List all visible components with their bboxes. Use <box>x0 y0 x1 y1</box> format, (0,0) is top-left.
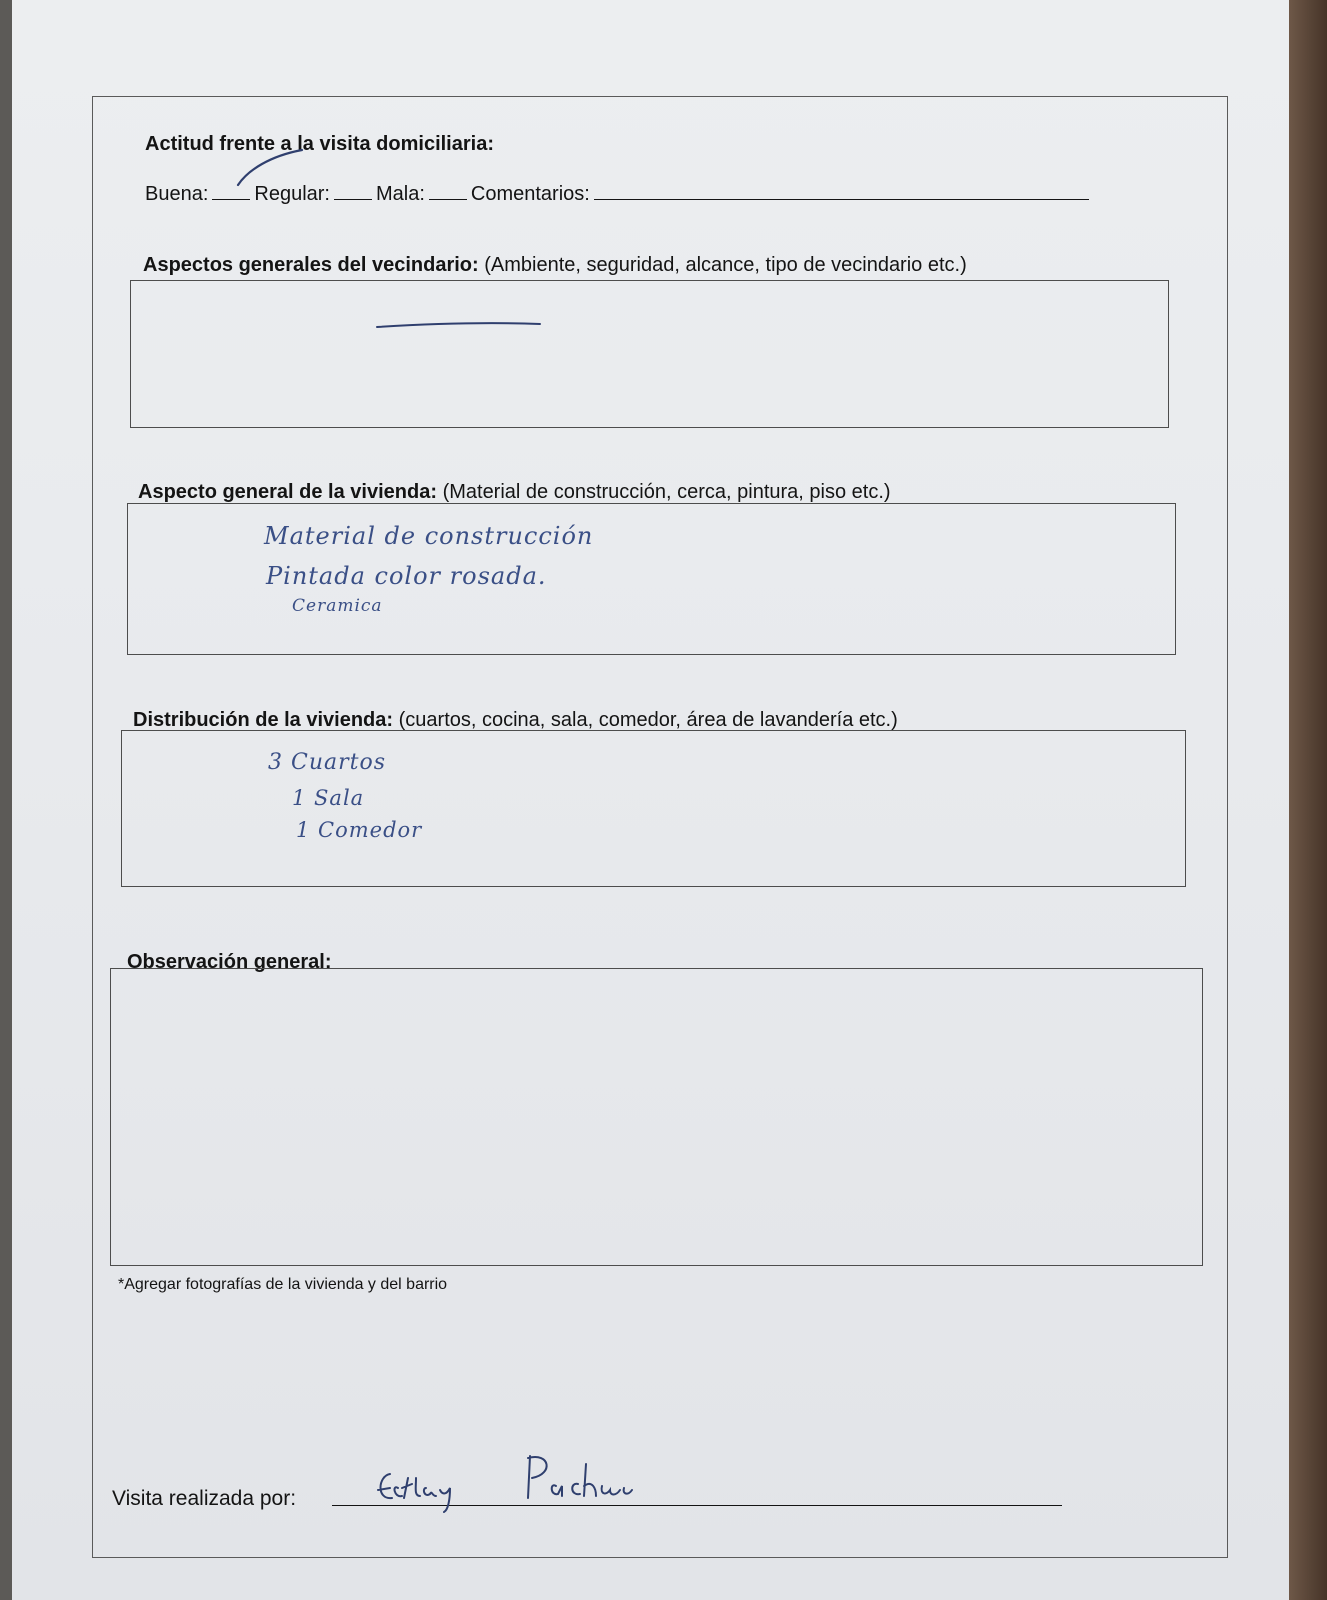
comentarios-label: Comentarios: <box>470 183 590 205</box>
housing-note-material: Material de construcción <box>264 522 594 550</box>
housing-title: Aspecto general de la vivienda: <box>138 481 437 503</box>
observation-title: Observación general: <box>127 951 332 973</box>
mala-label: Mala: <box>376 183 425 205</box>
neighborhood-box[interactable] <box>130 280 1169 428</box>
observation-box[interactable] <box>110 968 1203 1266</box>
housing-note-paint: Pintada color rosada. <box>266 562 547 590</box>
mala-blank[interactable] <box>429 181 467 200</box>
visitor-signature <box>370 1448 660 1518</box>
footnote: *Agregar fotografías de la vivienda y del barrio <box>118 1276 448 1293</box>
housing-heading <box>138 481 891 504</box>
distribution-title: Distribución de la vivienda: <box>133 709 394 731</box>
distribution-heading <box>133 709 898 732</box>
neighborhood-hint: (Ambiente, seguridad, alcance, tipo de vecindario etc.) <box>484 254 967 276</box>
buena-label: Buena: <box>145 183 209 205</box>
distribution-hint: (cuartos, cocina, sala, comedor, área de lavandería etc.) <box>398 709 898 731</box>
comentarios-blank[interactable] <box>594 181 1089 200</box>
neighborhood-heading <box>143 254 967 277</box>
visit-label: Visita realizada por: <box>112 1487 297 1510</box>
distribution-note-rooms: 3 Cuartos <box>268 750 387 775</box>
buena-check-mark <box>230 140 310 190</box>
background-right <box>1289 0 1327 1600</box>
distribution-note-dining: 1 Comedor <box>296 818 423 842</box>
neighborhood-title: Aspectos generales del vecindario: <box>143 254 479 276</box>
distribution-note-living: 1 Sala <box>292 786 365 810</box>
regular-label: Regular: <box>254 183 330 205</box>
neighborhood-dash-mark <box>375 318 545 332</box>
regular-blank[interactable] <box>334 181 372 200</box>
housing-hint: (Material de construcción, cerca, pintura, piso etc.) <box>442 481 891 503</box>
attitude-title: Actitud frente a la visita domiciliaria: <box>145 133 494 155</box>
housing-note-floor: Ceramica <box>292 596 383 616</box>
